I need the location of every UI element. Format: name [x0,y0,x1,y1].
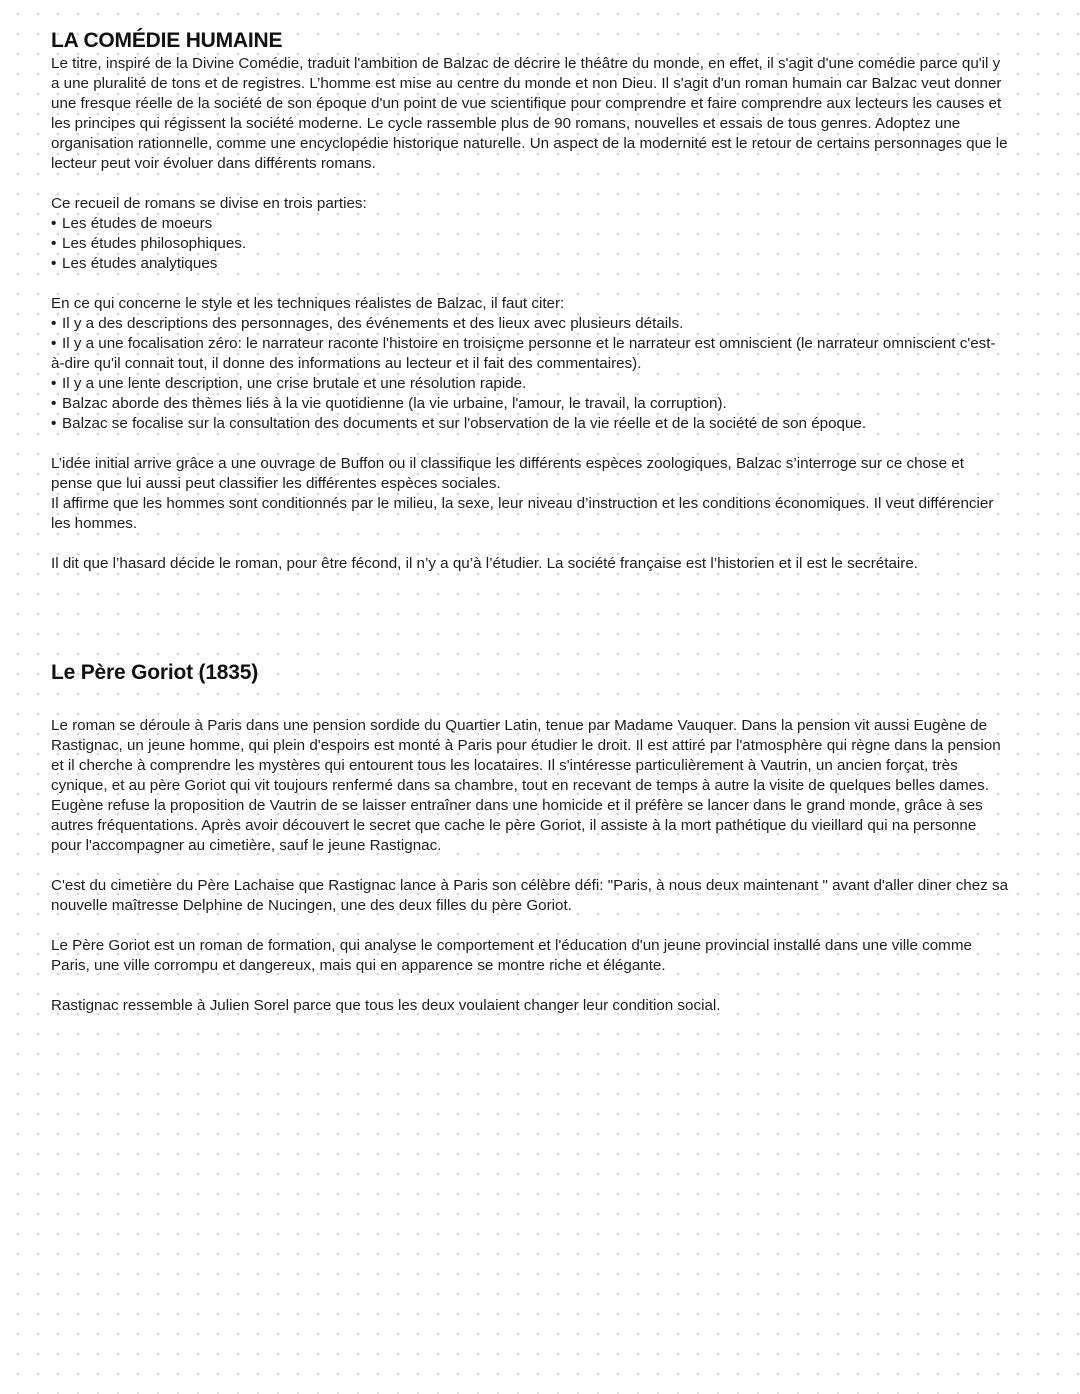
list-item: • Les études de moeurs [51,214,1009,234]
list-item: • Il y a une focalisation zéro: le narrateur raconte l'histoire en troisiçme personne et le narrateur est omniscient (le narrateur omniscient c'est-à-dire qu'il connait tout, il donne des informations au lecteur et il fait des commentaires). [51,334,1009,374]
comedie-intro-paragraph: Le titre, inspiré de la Divine Comédie, traduit l'ambition de Balzac de décrire le théâtre du monde, en effet, il s'agit d'une comédie parce qu'il y a une pluralité de tons et de registres. L’homme est mise au centre du monde et non Dieu. Il s'agit d'un roman humain car Balzac veut donner une fresque réelle de la société de son époque d'un point de vue scientifique pour comprendre et faire comprendre aux lecteurs les causes et les principes qui régissent la société moderne. Le cycle rassemble plus de 90 romans, nouvelles et essais de tous genres. Adoptez une organisation rationnelle, comme une encyclopédie historique naturelle. Un aspect de la modernité est le retour de certains personnages que le lecteur peut voir évoluer dans différents romans. [51,55,1008,172]
list-item: • Il y a des descriptions des personnages, des événements et des lieux avec plusieurs détails. [51,314,1009,334]
list-item: • Les études analytiques [51,254,1009,274]
parts-intro: Ce recueil de romans se divise en trois parties: [51,195,367,212]
parts-list [51,214,1009,274]
style-list [51,314,1009,434]
goriot-defi-paragraph: C'est du cimetière du Père Lachaise que Rastignac lance à Paris son célèbre défi: "Paris, à nous deux maintenant " avant d'aller diner chez sa nouvelle maîtresse Delphine de Nucingen, une des deux filles du père Goriot. [51,877,1009,914]
goriot-sorel-paragraph: Rastignac ressemble à Julien Sorel parce que tous les deux voulaient changer leur condition social. [51,997,721,1014]
list-item: • Il y a une lente description, une crise brutale et une résolution rapide. [51,374,1009,394]
style-intro: En ce qui concerne le style et les techniques réalistes de Balzac, il faut citer: [51,295,565,312]
list-item: • Les études philosophiques. [51,234,1009,254]
goriot-formation-paragraph: Le Père Goriot est un roman de formation, qui analyse le comportement et l'éducation d'un jeune provincial installé dans une ville comme Paris, une ville corrompu et dangereux, mais qui en apparence se montre riche et élégante. [51,937,972,974]
comedie-humaine-title: LA COMÉDIE HUMAINE [51,29,283,52]
comedie-humaine-section [51,28,1009,574]
list-item: • Balzac se focalise sur la consultation des documents et sur l'observation de la vie réelle et de la société de son époque. [51,414,1009,434]
list-item: • Balzac aborde des thèmes liés à la vie quotidienne (la vie urbaine, l'amour, le travail, la corruption). [51,394,1009,414]
affirm-paragraph: Il affirme que les hommes sont conditionnés par le milieu, la sexe, leur niveau d’instruction et les conditions économiques. Il veut différencier les hommes. [51,495,994,532]
goriot-summary-paragraph: Le roman se déroule à Paris dans une pension sordide du Quartier Latin, tenue par Madame Vauquer. Dans la pension vit aussi Eugène de Rastignac, un jeune homme, qui plein d'espoirs est monté à Paris pour étudier le droit. Il est attiré par l'atmosphère qui règne dans la pension et il cherche à comprendre les mystères qui entourent tous les locataires. Il s'intéresse particulièrement à Vautrin, un ancien forçat, très cynique, et au père Goriot qui vit toujours renfermé dans sa chambre, tout en recevant de temps à autre la visite de quelques belles dames. Eugène refuse la proposition de Vautrin de se laisser entraîner dans une homicide et il préfère se lancer dans le grand monde, grâce à ses autres fréquentations. Après avoir découvert le secret que cache le père Goriot, il assiste à la mort pathétique du vieillard qui na personne pour l'accompagner au cimetière, sauf le jeune Rastignac. [51,717,1001,854]
hasard-paragraph: Il dit que l’hasard décide le roman, pour être fécond, il n’y a qu’à l’étudier. La société française est l’historien et il est le secrétaire. [51,555,918,572]
idea-paragraph: L’idée initial arrive grâce a une ouvrage de Buffon ou il classifique les différents espèces zoologiques, Balzac s’interroge sur ce chose et pense que lui aussi peut classifier les différentes espèces sociales. [51,455,964,492]
pere-goriot-title: Le Père Goriot (1835) [51,661,259,684]
pere-goriot-section [51,660,1009,1016]
